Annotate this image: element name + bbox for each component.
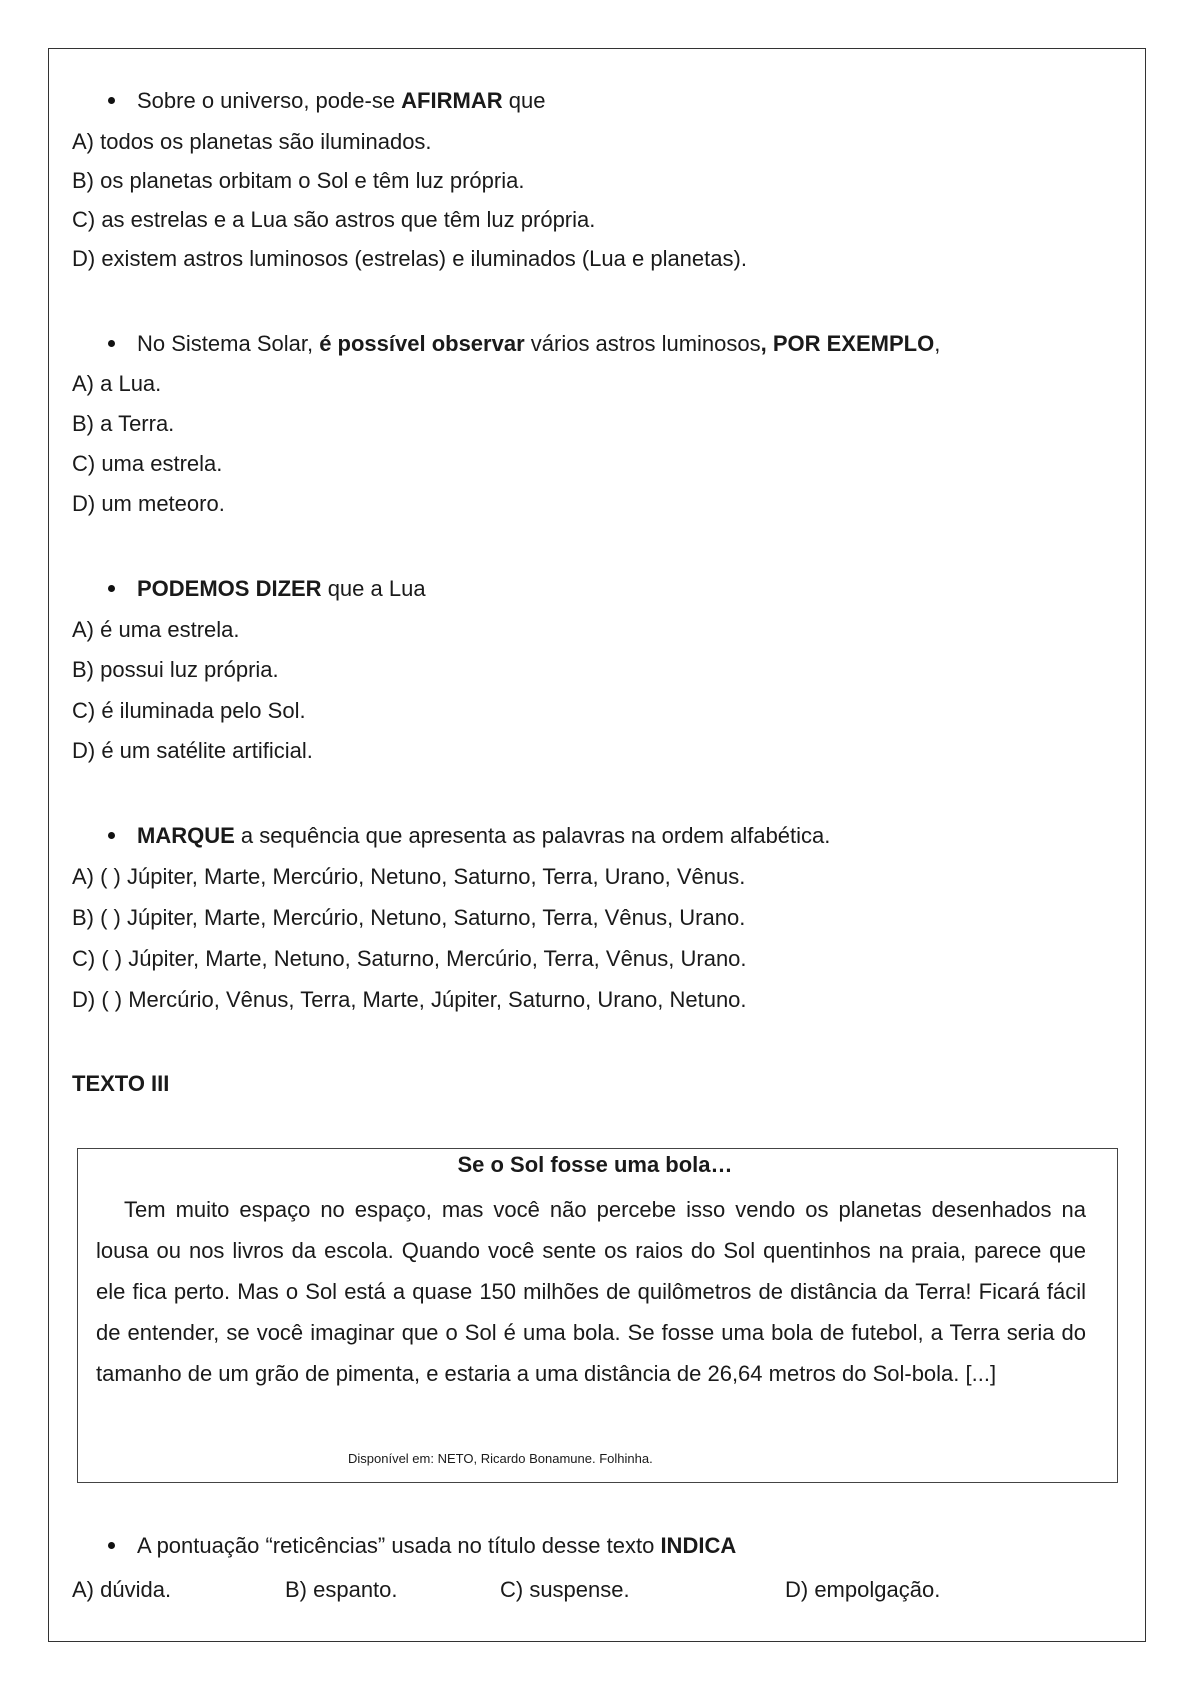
question-1-stem: Sobre o universo, pode-se AFIRMAR que (108, 88, 545, 114)
question-3-option-b: B) possui luz própria. (72, 657, 279, 682)
question-5-option-a: A) dúvida. (72, 1577, 172, 1602)
question-4-option-b: B) ( ) Júpiter, Marte, Mercúrio, Netuno, Saturno, Terra, Vênus, Urano. (72, 905, 746, 930)
question-2-option-c: C) uma estrela. (72, 451, 223, 476)
text-heading: TEXTO III (72, 1071, 170, 1096)
question-4-option-c: C) ( ) Júpiter, Marte, Netuno, Saturno, Mercúrio, Terra, Vênus, Urano. (72, 946, 747, 971)
question-1-option-a: A) todos os planetas são iluminados. (72, 129, 432, 154)
bullet-icon (108, 1542, 115, 1549)
question-2-option-b: B) a Terra. (72, 411, 175, 436)
question-5-option-c: C) suspense. (500, 1577, 630, 1602)
bullet-icon (108, 832, 115, 839)
question-5-option-b: B) espanto. (285, 1577, 398, 1602)
question-1-option-d: D) existem astros luminosos (estrelas) e iluminados (Lua e planetas). (72, 246, 747, 271)
question-5-stem: A pontuação “reticências” usada no título desse texto INDICA (108, 1533, 736, 1559)
question-2-option-a: A) a Lua. (72, 371, 162, 396)
question-4-option-d: D) ( ) Mercúrio, Vênus, Terra, Marte, Júpiter, Saturno, Urano, Netuno. (72, 987, 747, 1012)
question-4-stem: MARQUE a sequência que apresenta as palavras na ordem alfabética. (108, 823, 830, 849)
question-3-option-c: C) é iluminada pelo Sol. (72, 698, 306, 723)
bullet-icon (108, 585, 115, 592)
question-2-option-d: D) um meteoro. (72, 491, 225, 516)
question-2-stem: No Sistema Solar, é possível observar vários astros luminosos, POR EXEMPLO, (108, 331, 940, 357)
text-title: Se o Sol fosse uma bola… (457, 1152, 733, 1177)
question-5-option-d: D) empolgação. (785, 1577, 941, 1602)
question-1-option-c: C) as estrelas e a Lua são astros que têm luz própria. (72, 207, 596, 232)
bullet-icon (108, 97, 115, 104)
question-3-option-a: A) é uma estrela. (72, 617, 240, 642)
question-1-option-b: B) os planetas orbitam o Sol e têm luz própria. (72, 168, 525, 193)
text-source: Disponível em: NETO, Ricardo Bonamune. Folhinha. (348, 1451, 653, 1466)
bullet-icon (108, 340, 115, 347)
question-3-option-d: D) é um satélite artificial. (72, 738, 313, 763)
question-4-option-a: A) ( ) Júpiter, Marte, Mercúrio, Netuno, Saturno, Terra, Urano, Vênus. (72, 864, 746, 889)
text-body: Tem muito espaço no espaço, mas você não percebe isso vendo os planetas desenhados na lousa ou nos livros da escola. Quando você sente os raios do Sol quentinhos na praia, parece que ele fica perto. Mas o Sol está a quase 150 milhões de quilômetros de distância da Terra! Ficará fácil de entender, se você imaginar que o Sol é uma bola. Se fosse uma bola de futebol, a Terra seria do tamanho de um grão de pimenta, e estaria a uma distância de 26,64 metros do Sol-bola. [...] (96, 1197, 1086, 1386)
question-3-stem: PODEMOS DIZER que a Lua (108, 576, 426, 602)
